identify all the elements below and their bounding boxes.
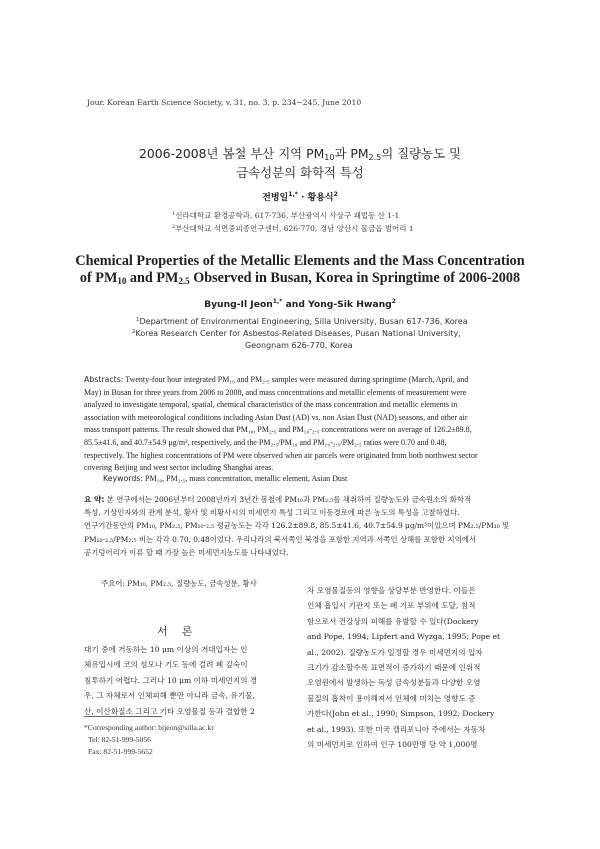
english-affiliation-2 [132, 329, 461, 338]
english-authors [0, 298, 600, 310]
journal-citation: Jour. Korean Earth Science Society, v. 31, no. 3, p. 234−245, June 2010 [87, 98, 362, 107]
english-affiliation-2-text: Korea Research Center for Asbestos-Related Diseases, Pusan National University, [135, 329, 461, 338]
korean-keywords-label: 주요어: [101, 579, 125, 588]
korean-abstract-line: 특성, 기상인자와의 관계 분석, 황사 및 비황사시의 미세먼지 특성 그리고 이동경로에 따른 농도의 특성을 고찰하였다. [84, 508, 460, 518]
english-affiliation-1-text: Department of Environmental Engineering, Silla University, Busan 617-736, Korea [139, 317, 468, 326]
footnote-corresponding-author: *Corresponding author: bijeon@silla.ac.kr [84, 723, 214, 732]
body-line: 가한다(John et al., 1990; Simpson, 1992; Dockery [307, 709, 495, 719]
korean-title-line-2: 금속성분의 화학적 특성 [236, 165, 364, 180]
korean-affiliation-1 [172, 210, 399, 221]
english-title-line-2 [60, 270, 540, 287]
korean-abstract-line: PM₁₀-₂.₅/PM₂.₅ 비는 각각 0.70, 0.48이었다. 우리나라의 북서쪽인 북경을 포함한 지역과 서쪽인 상해를 포함한 지역에서 [84, 534, 476, 544]
english-title-text-a: of PM [79, 270, 118, 286]
korean-abstract-line: 연구기간동안의 PM₁₀, PM₂.₅, PM₁₀-₂.₅ 평균농도는 각각 126.2±89.8, 85.5±41.6, 40.7±54.9 μg/m³이었으며 PM₂.₅/PM₁₀ 및 [84, 521, 510, 531]
korean-title-text-c: 의 질량농도 및 [381, 146, 461, 161]
abstract-line [84, 374, 520, 387]
right-column-body [307, 583, 521, 752]
abstract-line: mass transport patterns. The result showed that PM₁₀, PM₂.₅ and PM₁₀-₂.₅ concentrations were on average of 126.2±89.8, [84, 425, 472, 435]
english-author-2-sup: 2 [391, 298, 396, 305]
korean-keywords-text: PM₁₀, PM₂.₅, 질량농도, 금속성분, 황사 [124, 579, 257, 588]
body-line: 크기가 감소할수록 표면적이 증가하기 때문에 인위적 [307, 662, 481, 672]
english-title-sub-10: 10 [117, 276, 127, 286]
english-title-line-1: Chemical Properties of the Metallic Elements and the Mass Concentration [75, 253, 525, 269]
korean-author-2-sup: 2 [333, 191, 338, 198]
english-title-text-c: Observed in Busan, Korea in Springtime of 2006-2008 [189, 270, 521, 286]
korean-author-separator: · [297, 193, 308, 203]
body-line: al., 2002). 질량농도가 일정할 경우 미세먼지의 입자 [307, 647, 483, 657]
english-author-and: and [282, 299, 309, 310]
english-abstract [84, 374, 520, 475]
korean-abstract-label: 요 약: [84, 495, 105, 504]
korean-affiliation-2-text: 부산대학교 석면중피종연구센터, 626-770, 경남 양산시 물금읍 범어리 1 [175, 224, 414, 233]
body-line: 산, 이산화질소 그리고 기타 오염물질 등과 결합한 2 [84, 706, 255, 716]
abstract-line: respectively. The highest concentrations of PM were observed when air parcels were originated from both northwest sector [84, 450, 478, 460]
abstract-line-text: Twenty-four hour integrated PM₁₀ and PM₂.₅ samples were measured during springtime (March, April, and [123, 375, 469, 384]
body-line: 차 오염물질등의 영향을 상당부분 반영한다. 이들은 [307, 586, 476, 595]
korean-affiliation-1-sup: 1 [172, 211, 176, 217]
english-title-text-b: and PM [126, 270, 179, 286]
body-line: 대기 중에 거동하는 10 μm 이상의 거대입자는 인 [84, 645, 248, 654]
abstract-line: covering Beijing and west sector including Shanghai areas. [84, 463, 274, 473]
english-affiliation-2-sup: 2 [132, 329, 136, 335]
korean-affiliation-1-text: 신라대학교 환경공학과, 617-736, 부산광역시 사상구 괘법동 산 1-1 [175, 211, 400, 220]
footnote-tel: Tel: 82-51-999-5056 [88, 735, 151, 744]
english-author-2: Yong-Sik Hwang [308, 299, 392, 310]
korean-title-sub-10: 10 [324, 153, 335, 162]
korean-title-line-1 [60, 144, 540, 162]
korean-abstract-line-text: 본 연구에서는 2006년부터 2008년까지 3년간 봄철에 PM₁₀과 PM₂.₅를 채취하여 질량농도와 금속원소의 화학적 [104, 495, 472, 504]
korean-author-1: 전병일 [262, 193, 289, 203]
left-column-body [84, 642, 294, 719]
korean-title-sub-25: 2.5 [368, 153, 382, 162]
korean-authors [0, 190, 600, 203]
abstract-line: association with meteorological conditions including Asian Dust (AD) vs. non Asian Dust (NAD) seasons, and other air [84, 412, 468, 422]
body-line: 체유입시에 코의 섬모나 기도 등에 걸려 폐 깊숙이 [84, 660, 248, 670]
body-line: et al., 1993). 또한 미국 캘리포니아 주에서는 자동차 [307, 724, 486, 734]
footnote-fax: Fax: 82-51-999-5652 [88, 747, 153, 756]
abstract-line: May) in Busan for three years from 2006 to 2008, and mass concentrations and metallic elements of measurement were [84, 387, 467, 397]
english-author-1: Byung-Il Jeon [204, 299, 273, 310]
body-line: 인체 흡입시 기관지 또는 폐 기포 부위에 도달, 침적 [307, 601, 476, 611]
english-affiliation-1 [136, 317, 468, 326]
body-line: and Pope, 1994; Lipfert and Wyzga, 1995; Pope et [307, 632, 501, 642]
english-affiliation-1-sup: 1 [136, 317, 140, 323]
body-line: 함으로서 건강상의 피해를 유발할 수 있다(Dockery [307, 616, 479, 626]
abstract-line: 85.5±41.6, and 40.7±54.9 μg/m³, respectively, and the PM₂.₅/PM₁₀ and PM₁₀-₂.₅/PM₂.₅ ratios were 0.70 and 0.48, [84, 437, 447, 447]
abstract-label: Abstracts: [84, 375, 124, 384]
korean-abstract [84, 493, 520, 559]
korean-author-2: 황용식 [307, 193, 334, 203]
footnote-rule [84, 716, 162, 717]
korean-title-text-b: 과 PM [334, 146, 369, 161]
body-line: 물질의 흡착이 용이해져서 인체에 미치는 영향도 증 [307, 693, 476, 703]
english-affiliation-3: Geongnam 626-770, Korea [245, 341, 353, 350]
english-keywords [103, 474, 347, 483]
korean-abstract-line [84, 493, 520, 506]
korean-affiliation-2-sup: 2 [172, 224, 176, 230]
abstract-line: analyzed to investigate temporal, spatial, chemical characteristics of the mass concentration and metallic elements in [84, 400, 458, 410]
body-line: 의 미세먼지로 인하여 인구 100만명 당 약 1,000명 [307, 739, 478, 749]
section-heading-introduction: 서론 [157, 625, 207, 638]
body-line: 우, 그 자체로서 인체피해 뿐만 아니라 금속, 유기물, [84, 691, 255, 701]
body-line: 오염원에서 발생하는 독성 금속성분들과 다양한 오염 [307, 678, 481, 688]
body-line: 침투하기 어렵다. 그러나 10 μm 이하 미세먼지의 경 [84, 675, 258, 685]
korean-keywords [101, 578, 257, 589]
korean-affiliation-2 [172, 223, 414, 234]
english-author-1-sup: 1,* [272, 298, 283, 305]
korean-abstract-line: 공기덩어리가 이류 할 때 가장 높은 미세먼지농도를 나타내었다. [84, 547, 289, 557]
english-title-sub-25: 2.5 [178, 276, 190, 286]
korean-author-1-sup: 1,* [288, 191, 298, 198]
keywords-label: Keywords: [103, 474, 143, 483]
keywords-text: PM₁₀, PM₂.₅, mass concentration, metallic element, Asian Dust [143, 474, 348, 483]
korean-title-text-a: 2006-2008년 봄철 부산 지역 PM [139, 146, 325, 161]
